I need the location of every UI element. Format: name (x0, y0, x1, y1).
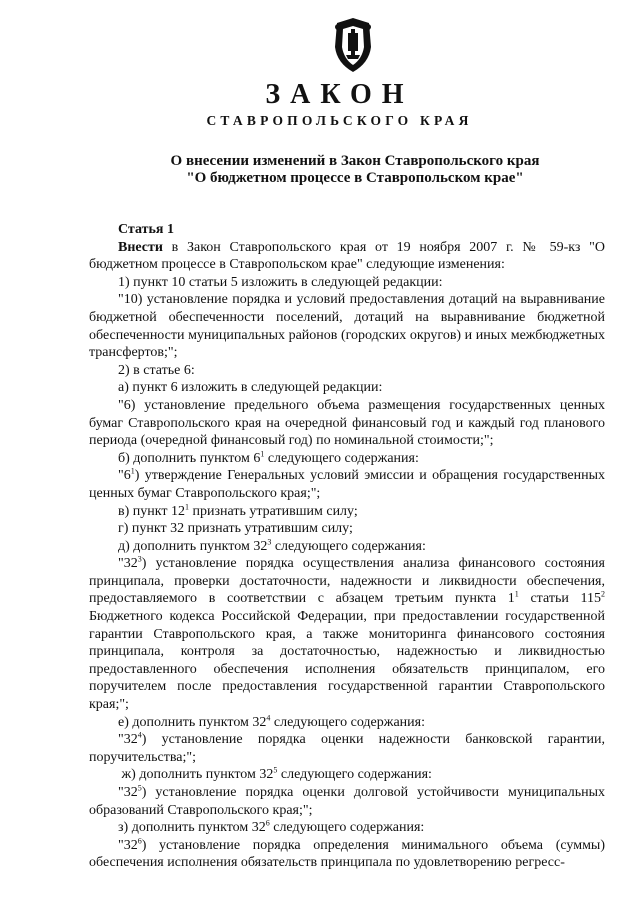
article-paragraph: "$6^1$) утверждение Генеральных условий эмиссии и обращения государственных ценных бумаг Ставропольского края;"; (89, 466, 605, 501)
document-title-line: О внесении изменений в Закон Ставропольского края (170, 153, 540, 169)
region-heading: СТАВРОПОЛЬСКОГО КРАЯ (206, 113, 473, 128)
article-paragraph: г) пункт 32 признать утратившим силу; (118, 521, 353, 537)
article-paragraph: Внести в Закон Ставропольского края от 19 ноября 2007 г. № 59-кз "О бюджетном процессе в Ставропольском крае" следующие изменения: (89, 239, 605, 273)
article-paragraph: ж) дополнить пунктом $32^5$ следующего содержания: (118, 765, 432, 783)
article-paragraph: в) пункт $12^1$ признать утратившим силу; (118, 501, 358, 519)
article-body (89, 221, 605, 872)
article-paragraph: б) дополнить пунктом $6^1$ следующего содержания: (118, 449, 419, 466)
article-paragraph: "10) установление порядка и условий предоставления дотаций на выравнивание бюджетной обеспеченности поселений, дотаций на выравнивание бюджетной обеспеченности муниципальных районов (городских округов) и иных межбюджетных трансфертов;"; (89, 292, 605, 361)
article-paragraph: е) дополнить пунктом $32^4$ следующего содержания: (118, 712, 425, 730)
article-paragraph: "$32^3$) установление порядка осуществления анализа финансового состояния принципала, проверки достаточности, надежности и ликвидности обеспечения, предоставляемого в соответствии с абзацем третьим пункта $1^1$ статьи $115^2$ Бюджетного кодекса Российской Федерации, при предоставлении государственной гарантии Ставропольского края, а также мониторинга финансового состояния принципала, контроля за достаточностью, надежностью и ликвидностью предоставленного обеспечения исполнения обязательств принципалом, его поручителем после предоставления государственной гарантии Ставропольского края;"; (89, 554, 605, 713)
law-heading: ЗАКОН (265, 79, 414, 110)
article-heading: Статья 1 (118, 222, 174, 237)
article-paragraph: д) дополнить пунктом $32^3$ следующего содержания: (118, 537, 426, 554)
article-paragraph: 1) пункт 10 статьи 5 изложить в следующей редакции: (118, 274, 443, 290)
article-paragraph: "6) установление предельного объема размещения государственных ценных бумаг Ставропольского края на очередной финансовый год и каждый год планового периода (очередной финансовый год) по номинальной стоимости;"; (89, 397, 605, 449)
article-paragraph: "$32^5$) установление порядка оценки долговой устойчивости муниципальных образований Ставропольского края;"; (89, 783, 605, 818)
document-title-line: "О бюджетном процессе в Ставропольском крае" (186, 170, 524, 186)
article-paragraph: 2) в статье 6: (118, 362, 195, 378)
article-paragraph: "$32^4$) установление порядка оценки надежности банковской гарантии, поручительства;"; (89, 730, 605, 765)
coat-of-arms-icon (329, 17, 377, 73)
article-paragraph: з) дополнить пунктом $32^6$ следующего содержания: (118, 818, 425, 836)
article-paragraph: а) пункт 6 изложить в следующей редакции: (118, 380, 383, 396)
article-paragraph: "$32^6$) установление порядка определения минимального объема (суммы) обеспечения исполнения обязательств принципала по удовлетворению регресс- (89, 836, 605, 871)
document-title (120, 153, 590, 187)
